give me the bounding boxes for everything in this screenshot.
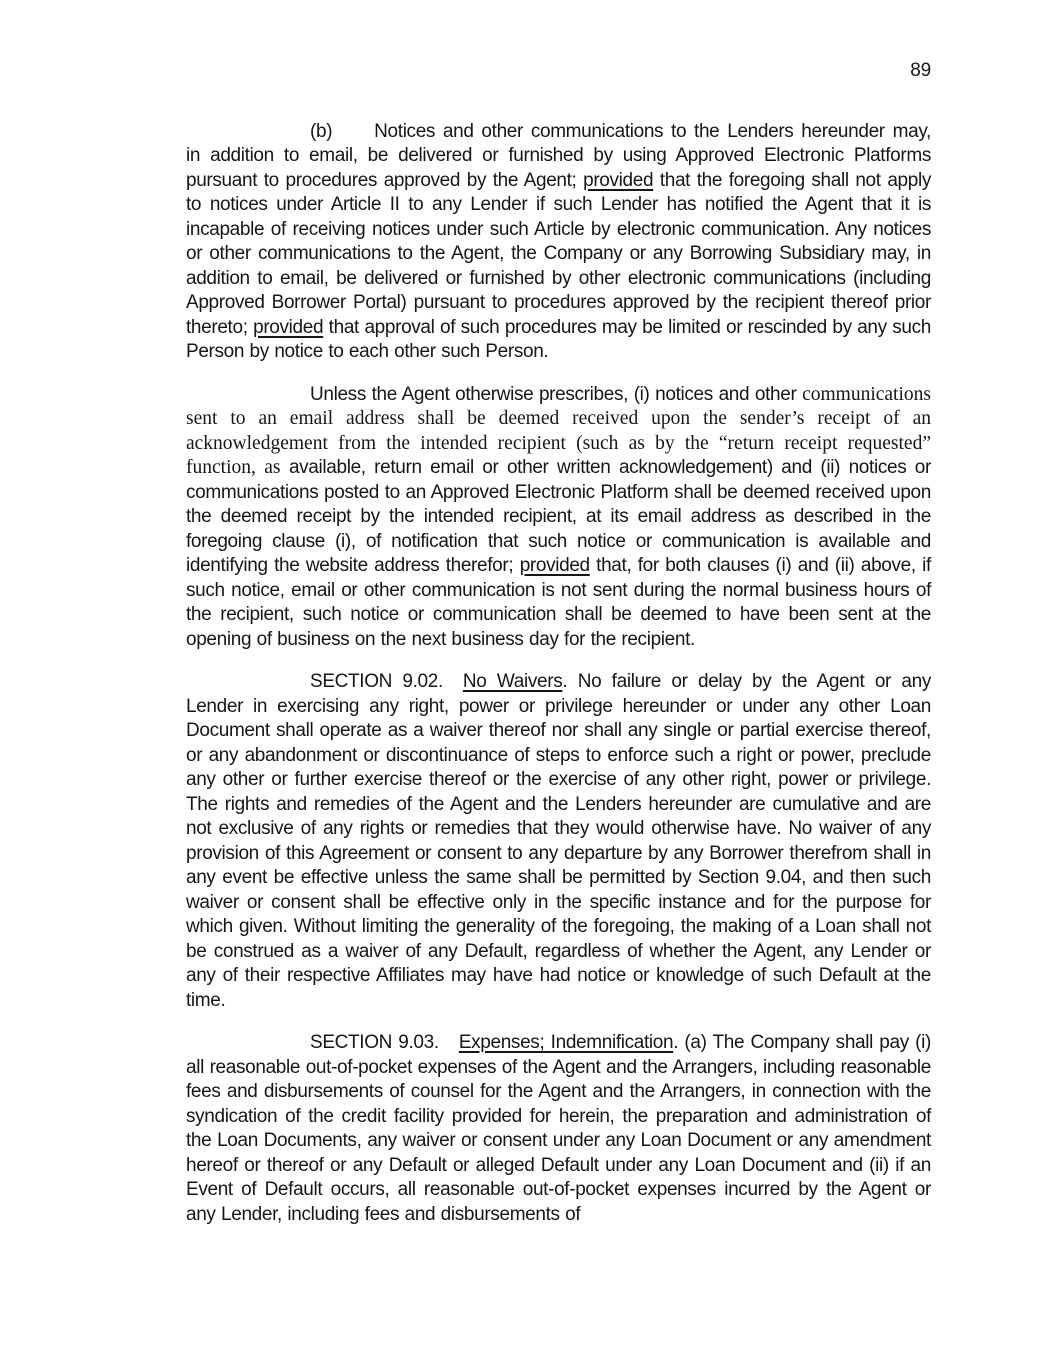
body-text: available, return email or other written acknowledgement) and (ii) notices or communications posted to an Approved Electronic Platform shall be deemed received upon the deemed receipt by the intended recipient, at its email address as described in the foregoing clause (i), of notification that such notice or communication is available and identifying the website address therefor; (186, 457, 931, 576)
paragraph-section-9-02 (186, 670, 931, 1013)
provided-term: provided (253, 316, 324, 338)
provided-term: provided (519, 555, 590, 576)
body-text: Notices and other communications to the Lenders hereunder may, in addition to email, be delivered or furnished by using Approved Electronic Platforms pursuant to procedures approved by the Agent; (186, 120, 931, 191)
body-text: that approval of such procedures may be limited or rescinded by any such Person by notice to each other such Person. (186, 316, 931, 362)
paragraph-section-9-03 (186, 1031, 931, 1227)
paragraph-deemed-receipt (186, 383, 931, 653)
page-number: 89 (910, 60, 931, 81)
section-number: SECTION 9.02. (310, 671, 443, 692)
body-text: . (a) The Company shall pay (i) all reasonable out-of-pocket expenses of the Agent and the Arrangers, including reasonable fees and disbursements of counsel for the Agent and the Arrangers, in connection with the syndication of the credit facility provided for herein, the preparation and administration of the Loan Documents, any waiver or consent under any Loan Document or any amendment hereof or thereof or any Default or alleged Default under any Loan Document and (ii) if an Event of Default occurs, all reasonable out-of-pocket expenses incurred by the Agent or any Lender, including fees and disbursements of (186, 1032, 931, 1225)
provided-term: provided (583, 169, 654, 191)
body-text-serif: communications sent to an email address shall be deemed received upon the sender’s receipt of an acknowledgement from the intended recipient (such as by the “return receipt requested” function, as (186, 383, 931, 478)
clause-label-b: (b) (310, 120, 333, 142)
section-title: Expenses; Indemnification (458, 1032, 674, 1053)
body-text: that, for both clauses (i) and (ii) above, if such notice, email or other communication is not sent during the normal business hours of the recipient, such notice or communication shall be deemed to have been sent at the opening of business on the next business day for the recipient. (186, 555, 931, 650)
section-title: No Waivers (462, 671, 563, 692)
section-number: SECTION 9.03. (310, 1032, 439, 1053)
paragraph-notices-b (186, 120, 931, 365)
page-content (186, 0, 931, 1245)
body-text: Unless the Agent otherwise prescribes, (i) notices and other (310, 383, 803, 405)
body-text: that the foregoing shall not apply to notices under Article II to any Lender if such Lender has notified the Agent that it is incapable of receiving notices under such Article by electronic communication. Any notices or other communications to the Agent, the Company or any Borrowing Subsidiary may, in addition to email, be delivered or furnished by other electronic communications (including Approved Borrower Portal) pursuant to procedures approved by the recipient thereof prior thereto; (186, 169, 931, 338)
body-text: . No failure or delay by the Agent or any Lender in exercising any right, power or privilege hereunder or under any other Loan Document shall operate as a waiver thereof nor shall any single or partial exercise thereof, or any abandonment or discontinuance of steps to enforce such a right or power, preclude any other or further exercise thereof or the exercise of any other right, power or privilege. The rights and remedies of the Agent and the Lenders hereunder are cumulative and are not exclusive of any rights or remedies that they would otherwise have. No waiver of any provision of this Agreement or consent to any departure by any Borrower therefrom shall in any event be effective unless the same shall be permitted by Section 9.04, and then such waiver or consent shall be effective only in the specific instance and for the purpose for which given. Without limiting the generality of the foregoing, the making of a Loan shall not be construed as a waiver of any Default, regardless of whether the Agent, any Lender or any of their respective Affiliates may have had notice or knowledge of such Default at the time. (186, 671, 931, 1011)
